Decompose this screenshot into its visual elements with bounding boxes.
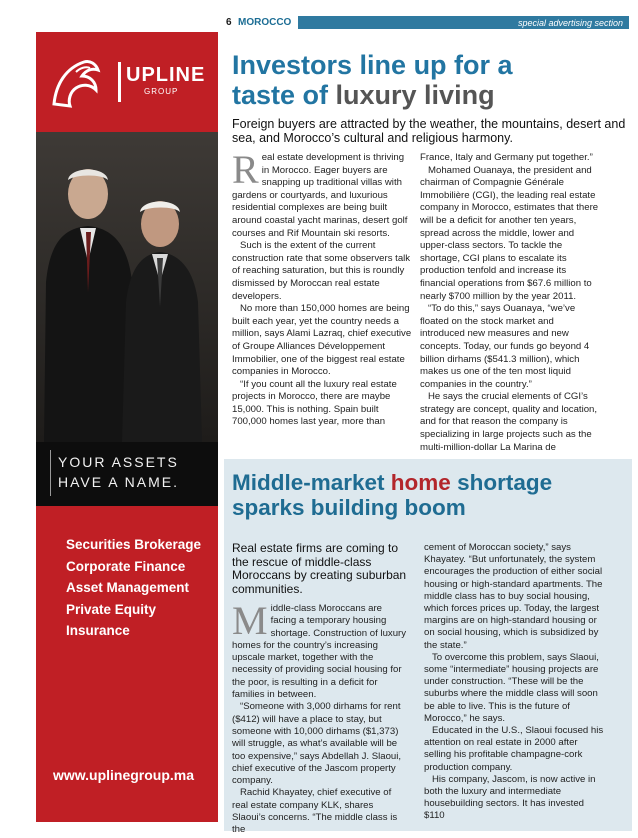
paragraph: cement of Moroccan society,” says Khayatey. “But unfortunately, the system encourages the production of either social housing or high-standard apartments. The middle class has to buy social housing, which forces prices up. Today, the largest margins are on high-standard housing or on social housing, which is subsidized by the state.” [424, 542, 603, 651]
horse-logo-icon [46, 54, 106, 112]
paragraph: To overcome this problem, says Slaoui, some “intermediate” housing projects are under construction. “These will be the suburbs where the middle class will soon be able to live. This is the future of Morocco,” he says. [424, 651, 599, 724]
tagline-line-2: HAVE A NAME. [58, 474, 179, 490]
special-section-label: special advertising section [517, 18, 623, 28]
brand-name: UPLINE [126, 64, 206, 86]
paragraph: Such is the extent of the current construction rate that some observers talk of reaching saturation, but this is roundly dismissed by Moroccan real estate developers. [232, 240, 411, 302]
paragraph: Real estate development is thriving in Morocco. Eager buyers are snapping up traditional villas with gardens or courtyards, and luxurious residential complexes are being built around coastal yacht marinas, desert golf courses and Rif Mountain ski resorts. [232, 147, 408, 239]
paragraph: France, Italy and Germany put together.” [420, 152, 593, 163]
drop-cap: M [232, 598, 268, 643]
article2-headline [232, 470, 627, 520]
drop-cap: R [232, 147, 259, 192]
article2-column-2 [424, 542, 604, 823]
service-item: Asset Management [66, 580, 190, 595]
headline-part: sparks building boom [232, 495, 466, 520]
headline-accent: luxury living [335, 80, 495, 110]
headline-part: shortage [450, 470, 553, 495]
headline-part: Middle-market [232, 470, 391, 495]
article1-headline [232, 50, 632, 110]
paragraph: He says the crucial elements of CGI’s strategy are concept, quality and location, and for that reason the company is specializing in large projects such as the multi-million-dollar La Marina de [420, 391, 598, 453]
paragraph: Rachid Khayatey, chief executive of real estate company KLK, shares Slaoui’s concerns. “The middle class is the [232, 787, 398, 836]
page-number: 6 [226, 17, 232, 28]
service-item: Private Equity [66, 601, 157, 617]
paragraph: Educated in the U.S., Slaoui focused his attention on real estate in 2000 after selling his profitable champagne-cork production company. [424, 725, 604, 773]
article1-column-2 [420, 152, 600, 454]
paragraph: “To do this,” says Ouanaya, “we’ve floated on the stock market and introduced new measures and new concepts. Today, our funds go beyond 4 billion dirhams ($541.3 million), which makes us one of the ten most liquid companies in the country.” [420, 303, 590, 390]
headline-part: Investors line up for a [232, 50, 513, 80]
article1-column-1 [232, 147, 412, 429]
paragraph: No more than 150,000 homes are being built each year, yet the country needs a million, says Alami Lazraq, chief executive of Groupe Alliances Développement Immobilier, one of the biggest real estate companies in Morocco. [232, 303, 412, 378]
service-item: Corporate Finance [66, 558, 186, 574]
logo-divider [118, 62, 121, 102]
paragraph: Mohamed Ouanaya, the president and chairman of Compagnie Générale Immobilière (CGI), the leading real estate company in Morocco, estimates that there will be a deficit for another ten years, spread across the middle, lower and upper-class sectors. To tackle the shortage, CGI plans to escalate its production tenfold and increase its financial operations from $67.6 million to nearly $700 million by the year 2011. [420, 164, 599, 302]
tagline-panel [36, 442, 218, 506]
service-item: Insurance [66, 623, 130, 638]
page-header [226, 15, 629, 32]
upline-advertisement [36, 32, 218, 822]
header-bar [298, 16, 629, 29]
service-item: Securities Brokerage [66, 537, 202, 552]
article2-column-1 [232, 598, 408, 837]
article1-deck: Foreign buyers are attracted by the weather, the mountains, desert and sea, and Morocco’s cultural and religious harmony. [232, 117, 626, 145]
paragraph: “Someone with 3,000 dirhams for rent ($412) will have a place to stay, but someone with 10,000 dirhams ($1,373) will struggle, as what’s available will be too expensive,” says Abdellah J. Slaoui, chief executive of the Jascom property company. [232, 701, 402, 787]
paragraph: “If you count all the luxury real estate projects in Morocco, there are maybe 15,000. This is nothing. Spain built 700,000 homes last year, more than [232, 378, 397, 428]
website-url: www.uplinegroup.ma [53, 767, 195, 783]
tagline-line-1: YOUR ASSETS [58, 454, 179, 470]
tagline-rule [50, 450, 51, 496]
services-list [66, 537, 216, 645]
section-name: MOROCCO [238, 17, 292, 28]
paragraph: Middle-class Moroccans are facing a temporary housing shortage. Construction of luxury homes for the country’s increasing upscale market, together with the necessity of providing social housing for the poor, is resulting in a deficit for families in between. [232, 598, 407, 701]
paragraph: His company, Jascom, is now active in both the luxury and intermediate housebuilding sectors. It has invested $110 [424, 773, 596, 822]
brand-subtitle: GROUP [144, 87, 179, 96]
headline-accent: home [390, 470, 451, 495]
executives-photo [36, 132, 218, 442]
headline-part: taste of [232, 80, 336, 110]
article2-deck: Real estate firms are coming to the rescue of middle-class Moroccans by creating suburban communities. [232, 541, 407, 596]
